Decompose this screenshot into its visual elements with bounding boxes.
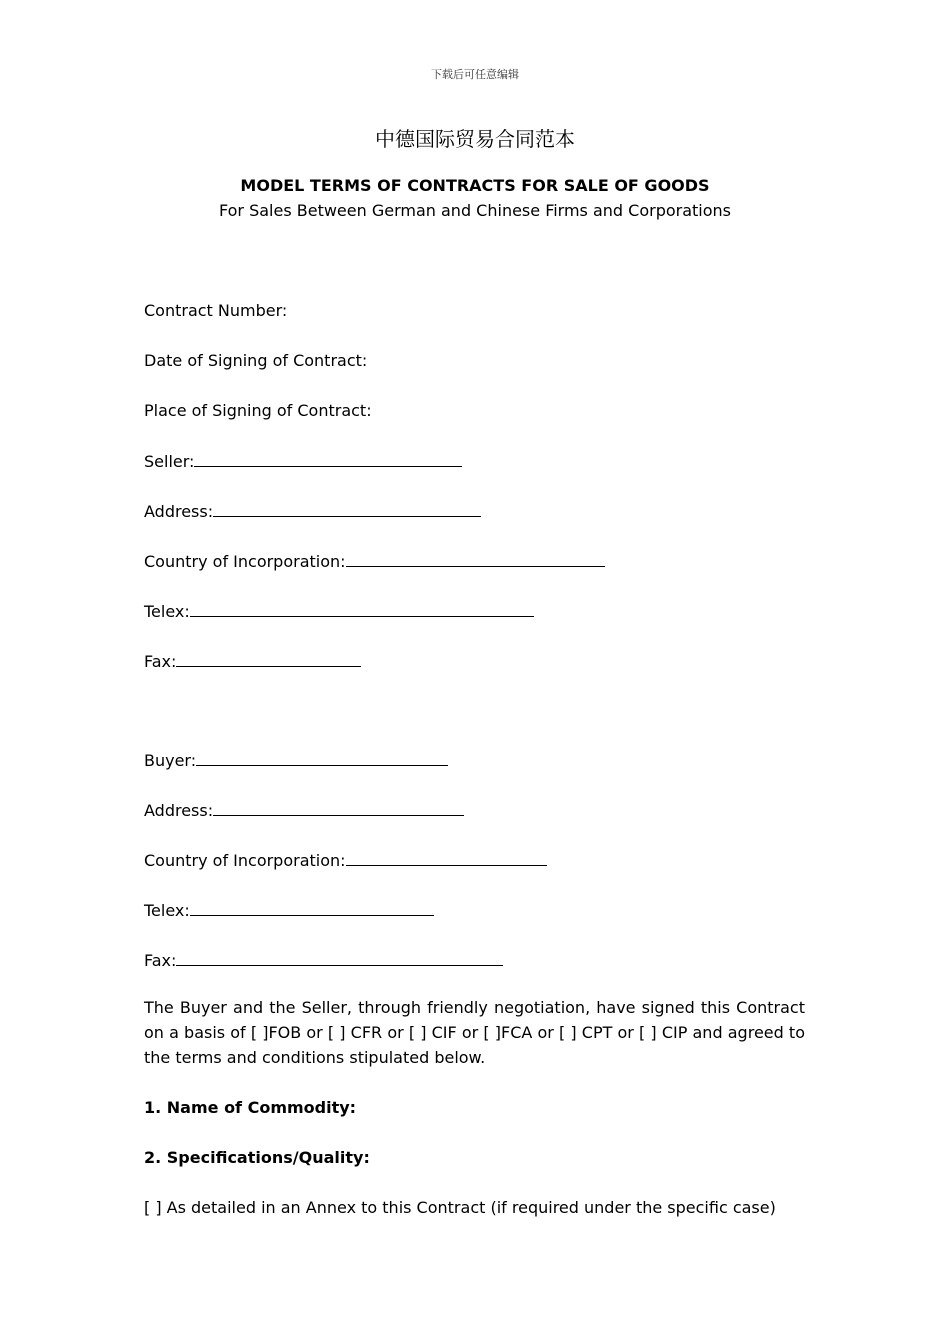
buyer-country-field [144,850,547,871]
buyer-address-blank-line[interactable] [213,800,464,816]
buyer-field [144,750,448,771]
english-title: MODEL TERMS OF CONTRACTS FOR SALE OF GOODS [240,176,710,195]
seller-fax-field [144,651,361,672]
chinese-title: 中德国际贸易合同范本 [375,127,575,151]
section-1-heading: 1. Name of Commodity: [144,1098,357,1117]
seller-fax-label: Fax: [144,652,177,671]
seller-country-blank-line[interactable] [346,551,605,567]
seller-fax-blank-line[interactable] [176,651,361,667]
buyer-telex-field [144,900,434,921]
buyer-fax-label: Fax: [144,951,177,970]
section-2-heading: 2. Specifications/Quality: [144,1148,370,1167]
buyer-address-label: Address: [144,801,214,820]
signing-place-field [144,401,372,421]
header-note: 下载后可任意编辑 [431,68,519,81]
seller-country-field [144,551,605,572]
contract-number-label: Contract Number: [144,301,288,320]
signing-place-label: Place of Signing of Contract: [144,401,372,420]
seller-country-label: Country of Incorporation: [144,552,346,571]
seller-telex-field [144,601,534,622]
buyer-blank-line[interactable] [196,750,448,766]
buyer-telex-label: Telex: [144,901,190,920]
buyer-country-blank-line[interactable] [346,850,547,866]
buyer-label: Buyer: [144,751,197,770]
buyer-telex-blank-line[interactable] [190,900,434,916]
buyer-country-label: Country of Incorporation: [144,851,346,870]
intro-paragraph: The Buyer and the Seller, through friendly negotiation, have signed this Contract on a basis of [ ]FOB or [ ] CFR or [ ] CIF or [ ]FCA or [ ] CPT or [ ] CIP and agreed to the terms and conditions stipulated below. [144,998,805,1067]
seller-telex-label: Telex: [144,602,190,621]
buyer-fax-blank-line[interactable] [176,950,503,966]
signing-date-field [144,351,367,371]
seller-telex-blank-line[interactable] [190,601,534,617]
contract-number-field [144,301,287,321]
seller-address-field [144,501,481,522]
seller-address-blank-line[interactable] [213,501,481,517]
english-subtitle: For Sales Between German and Chinese Firms and Corporations [218,201,732,220]
annex-option: [ ] As detailed in an Annex to this Contract (if required under the specific case) [144,1198,776,1217]
seller-field [144,451,462,472]
buyer-fax-field [144,950,503,971]
seller-address-label: Address: [144,502,214,521]
buyer-address-field [144,800,464,821]
signing-date-label: Date of Signing of Contract: [144,351,368,370]
seller-label: Seller: [144,452,195,471]
seller-blank-line[interactable] [194,451,462,467]
